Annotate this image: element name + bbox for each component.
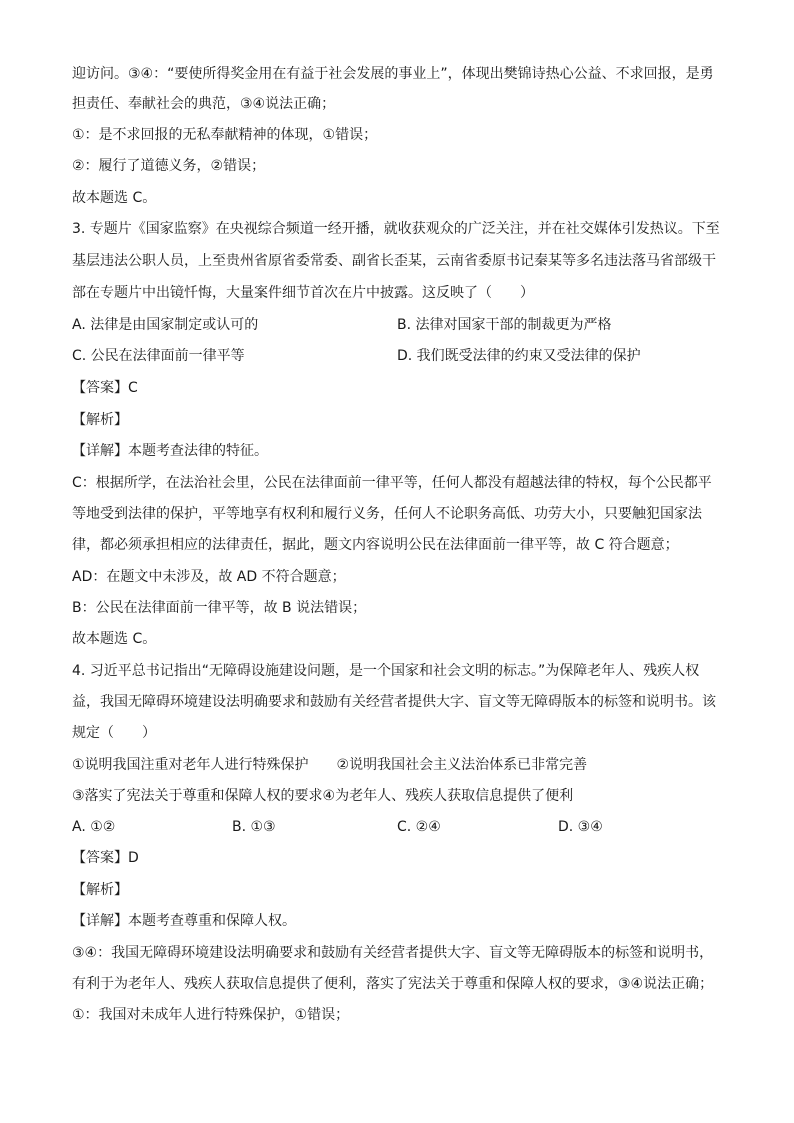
q3-explanation-1: C：根据所学，在法治社会里，公民在法律面前一律平等，任何人都没有超越法律的特权，每个公民都平 — [72, 475, 712, 491]
q3-option-c: C. 公民在法律面前一律平等 — [72, 348, 245, 364]
q3-option-a: A. 法律是由国家制定或认可的 — [72, 317, 259, 333]
q4-stem-line-3: 规定（ ） — [72, 725, 156, 741]
q3-detail-heading: 【详解】本题考查法律的特征。 — [72, 443, 268, 459]
carryover-line-4: ②：履行了道德义务，②错误； — [72, 158, 266, 174]
carryover-line-2: 担责任、奉献社会的典范，③④说法正确； — [72, 96, 336, 112]
q4-explanation-1: ③④：我国无障碍环境建设法明确要求和鼓励有关经营者提供大字、盲文等无障碍版本的标签和说明书， — [72, 945, 714, 961]
q3-explanation-3: 律，都必须承担相应的法律责任，据此，题文内容说明公民在法律面前一律平等，故 C 符合题意； — [72, 537, 679, 553]
q3-stem-line-3: 部在专题片中出镜忏悔，大量案件细节首次在片中披露。这反映了（ ） — [72, 285, 534, 301]
q3-explanation-2: 等地受到法律的保护，平等地享有权利和履行义务，任何人不论职务高低、功劳大小，只要触犯国家法 — [72, 506, 702, 522]
q3-option-b: B. 法律对国家干部的制裁更为严格 — [397, 317, 612, 333]
q4-option-b: B. ①③ — [232, 819, 276, 835]
q4-analysis-heading: 【解析】 — [72, 882, 128, 898]
q4-option-a: A. ①② — [72, 819, 116, 835]
q3-option-d: D. 我们既受法律的约束又受法律的保护 — [397, 348, 641, 364]
q3-answer: 【答案】C — [72, 380, 138, 396]
q4-statements-line-1: ①说明我国注重对老年人进行特殊保护 ②说明我国社会主义法治体系已非常完善 — [72, 757, 588, 773]
q4-option-d: D. ③④ — [558, 819, 603, 835]
q3-stem-line-2: 基层违法公职人员，上至贵州省原省委常委、副省长歪某，云南省委原书记秦某等多名违法落马省部级干 — [72, 253, 716, 269]
q4-option-c: C. ②④ — [397, 819, 441, 835]
q4-explanation-2: 有利于为老年人、残疾人获取信息提供了便利，落实了宪法关于尊重和保障人权的要求，③④说法正确； — [72, 976, 714, 992]
q4-answer: 【答案】D — [72, 850, 139, 866]
q3-analysis-heading: 【解析】 — [72, 412, 128, 428]
carryover-line-1: 迎访问。③④：“要使所得奖金用在有益于社会发展的事业上”，体现出樊锦诗热心公益、不求回报，是勇 — [72, 66, 714, 82]
q3-explanation-4: AD：在题文中未涉及，故 AD 不符合题意； — [72, 569, 346, 585]
q4-stem-line-2: 益，我国无障碍环境建设法明确要求和鼓励有关经营者提供大字、盲文等无障碍版本的标签和说明书。该 — [72, 694, 716, 710]
q4-statements-line-2: ③落实了宪法关于尊重和保障人权的要求④为老年人、残疾人获取信息提供了便利 — [72, 788, 574, 804]
q4-explanation-3: ①：我国对未成年人进行特殊保护，①错误； — [72, 1007, 350, 1023]
carryover-line-3: ①：是不求回报的无私奉献精神的体现，①错误； — [72, 127, 378, 143]
q3-stem-line-1: 3. 专题片《国家监察》在央视综合频道一经开播，就收获观众的广泛关注，并在社交媒体引发热议。下至 — [72, 221, 720, 237]
q4-detail-heading: 【详解】本题考查尊重和保障人权。 — [72, 913, 296, 929]
carryover-conclusion: 故本题选 C。 — [72, 190, 157, 206]
q4-stem-line-1: 4. 习近平总书记指出“无障碍设施建设问题，是一个国家和社会文明的标志。”为保障老年人、残疾人权 — [72, 663, 700, 679]
q3-explanation-5: B：公民在法律面前一律平等，故 B 说法错误； — [72, 600, 367, 616]
q3-conclusion: 故本题选 C。 — [72, 631, 157, 647]
